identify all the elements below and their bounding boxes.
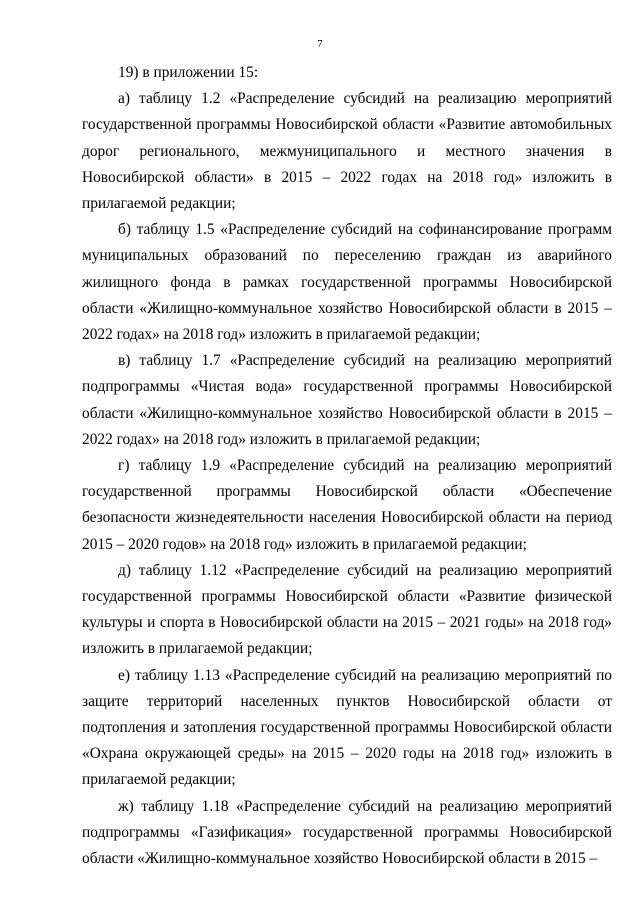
paragraph-subitem-zh: ж) таблицу 1.18 «Распределение субсидий на реализацию мероприятий подпрограммы «Газификация» государственной программы Новосибирской области «Жилищно-коммунальное хозяйство Новосибирской области в 2015 –	[82, 797, 612, 868]
page-number: 7	[317, 38, 323, 50]
paragraph-subitem-a: а) таблицу 1.2 «Распределение субсидий на реализацию мероприятий государственной программы Новосибирской области «Развитие автомобильных дорог регионального, межмуниципального и местного значения в Новосибирской области» в 2015 – 2022 годах на 2018 год» изложить в прилагаемой редакции;	[82, 90, 612, 213]
document-body	[82, 60, 612, 872]
paragraph-subitem-b: б) таблицу 1.5 «Распределение субсидий на софинансирование программ муниципальных образований по переселению граждан из аварийного жилищного фонда в рамках государственной программы Новосибирской области «Жилищно-коммунальное хозяйство Новосибирской области в 2015 – 2022 годах» на 2018 год» изложить в прилагаемой редакции;	[82, 221, 612, 344]
paragraph-subitem-e: е) таблицу 1.13 «Распределение субсидий на реализацию мероприятий по защите территорий населенных пунктов Новосибирской области от подтопления и затопления государственной программы Новосибирской области «Охрана окружающей среды» на 2015 – 2020 годы на 2018 год» изложить в прилагаемой редакции;	[82, 666, 612, 789]
paragraph-subitem-d: д) таблицу 1.12 «Распределение субсидий на реализацию мероприятий государственной программы Новосибирской области «Развитие физической культуры и спорта в Новосибирской области на 2015 – 2021 годы» на 2018 год» изложить в прилагаемой редакции;	[82, 561, 612, 658]
paragraph-subitem-v: в) таблицу 1.7 «Распределение субсидий на реализацию мероприятий подпрограммы «Чистая вода» государственной программы Новосибирской области «Жилищно-коммунальное хозяйство Новосибирской области в 2015 – 2022 годах» на 2018 год» изложить в прилагаемой редакции;	[82, 352, 612, 448]
paragraph-subitem-g: г) таблицу 1.9 «Распределение субсидий на реализацию мероприятий государственной программы Новосибирской области «Обеспечение безопасности жизнедеятельности населения Новосибирской области на период 2015 – 2020 годов» на 2018 год» изложить в прилагаемой редакции;	[82, 457, 612, 553]
paragraph-item-19: 19) в приложении 15:	[118, 64, 259, 81]
